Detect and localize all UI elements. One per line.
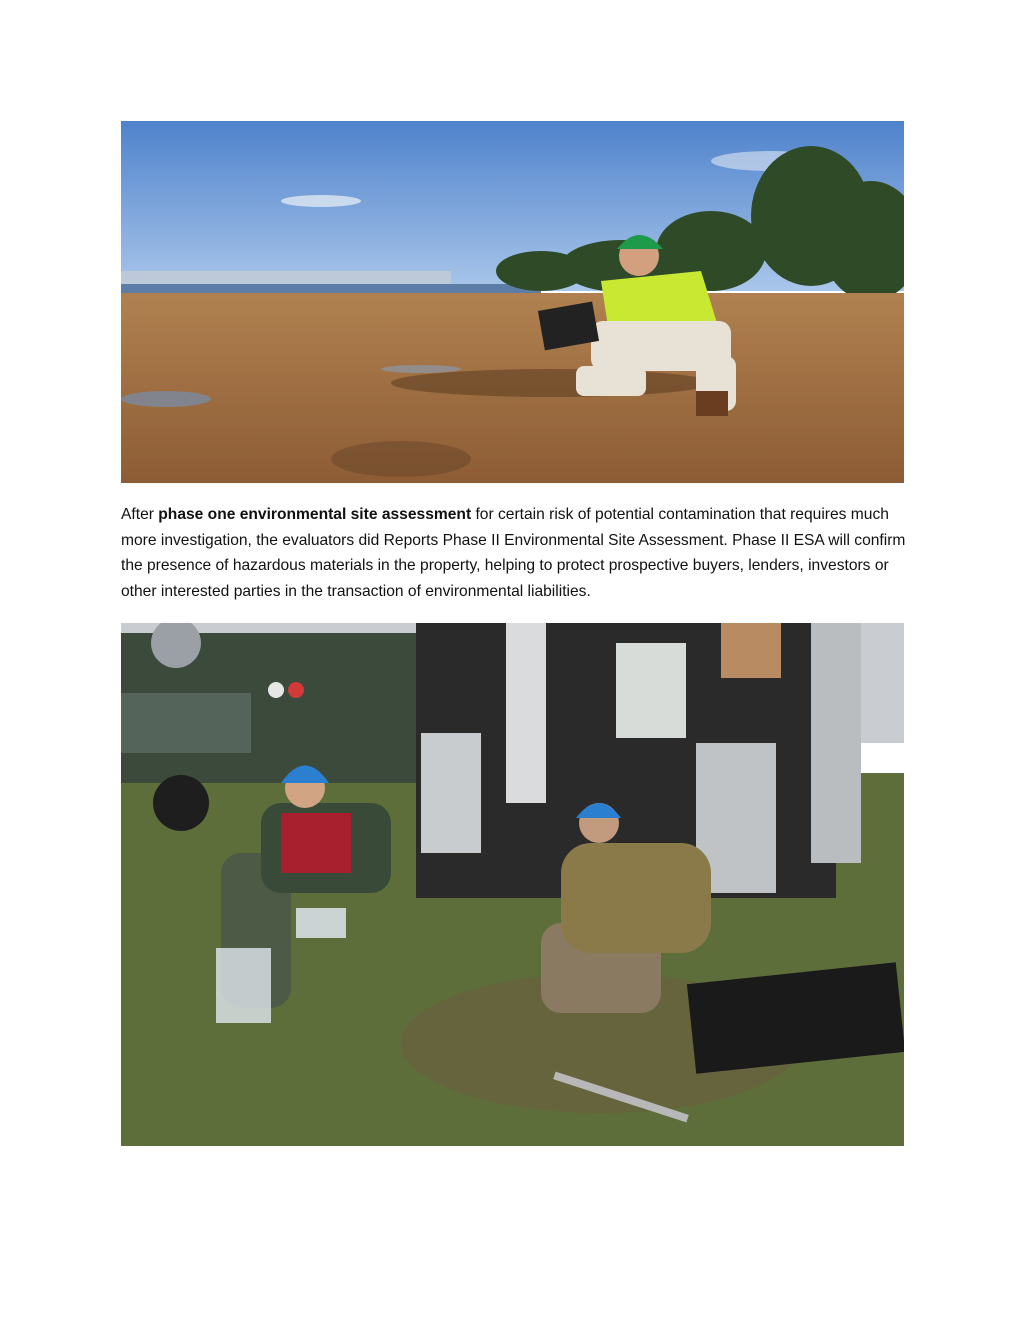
soil-sampling-photo [121,623,904,1146]
soil-sampling-photo-graphic [121,623,904,1146]
paragraph-lead: After [121,506,159,523]
paragraph-rest: for certain risk of potential contamination that requires much more investigation, the evaluators did Reports Phase II Environmental Site Assessment. Phase II ESA will confirm the presence of hazardous materials in the property, helping to protect prospective buyers, lenders, investors or other interested parties in the transaction of environmental liabilities. [121,506,906,600]
cloud [281,195,361,207]
puddle [381,365,461,373]
site-assessment-photo [121,121,904,483]
distant-city [121,271,451,285]
shadow [391,369,711,397]
paragraph-bold-phrase: phase one environmental site assessment [158,506,472,523]
sample-bag [216,948,271,1023]
wet-patch [331,441,471,477]
puddle [121,391,211,407]
body-paragraph [121,502,911,604]
site-assessment-photo-graphic [121,121,904,483]
